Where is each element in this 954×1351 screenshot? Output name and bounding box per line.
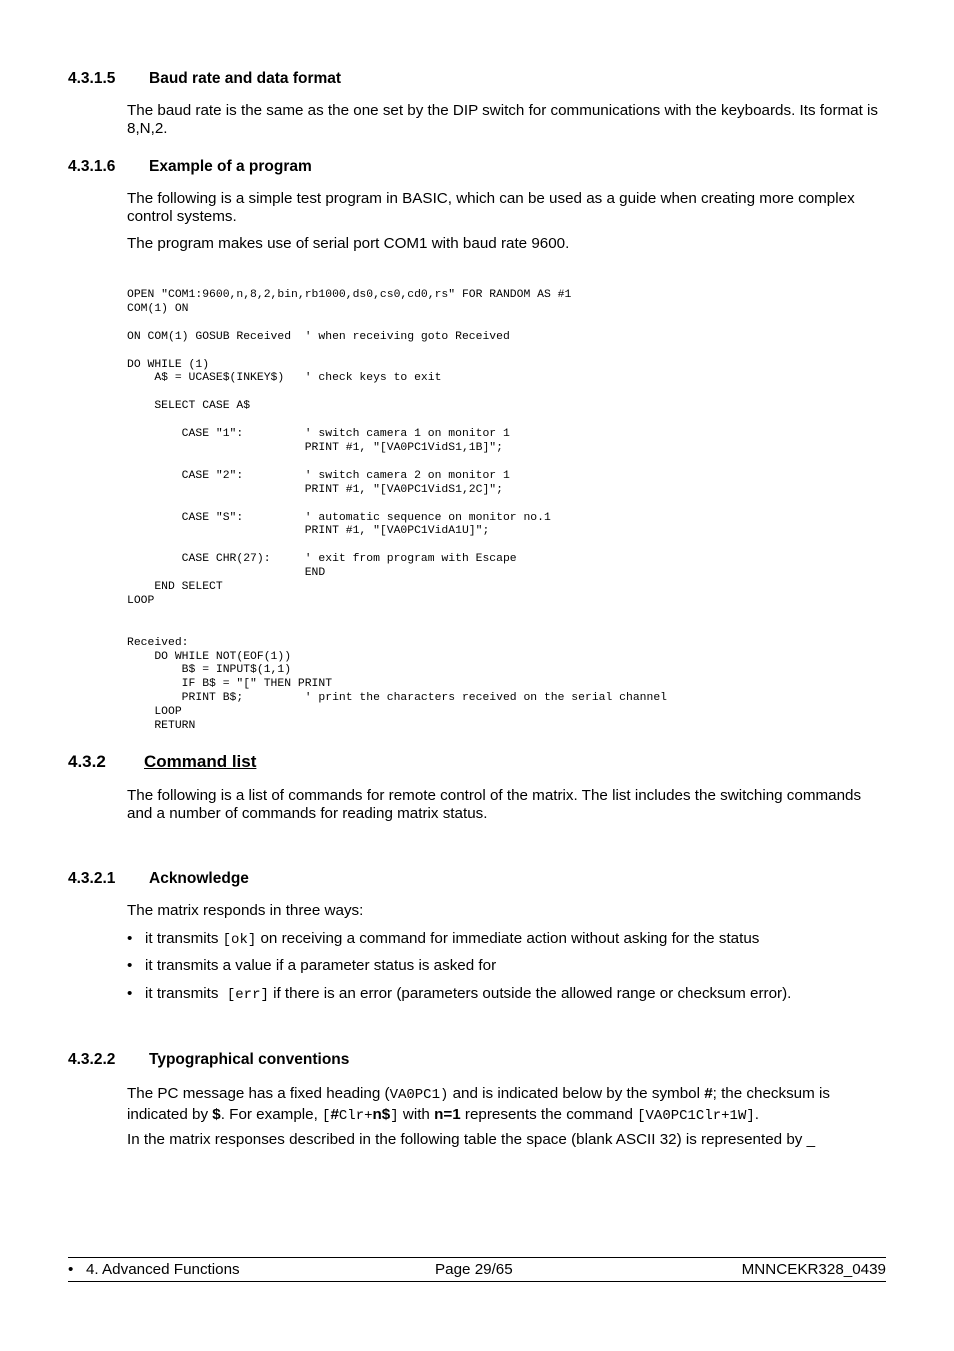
- code-run: ]: [390, 1108, 399, 1124]
- footer-top-rule: [68, 1257, 886, 1258]
- footer-chapter: • 4. Advanced Functions: [68, 1261, 240, 1278]
- code-run: Clr+: [338, 1108, 373, 1124]
- text-run: and is indicated below by the symbol: [448, 1085, 705, 1102]
- basic-code-listing: OPEN "COM1:9600,n,8,2,bin,rb1000,ds0,cs0,cd0,rs" FOR RANDOM AS #1 COM(1) ON ON COM(1) GOSUB Received ' when receiving goto Received DO WHILE (1) A$ = UCASE$(INKEY$) ' check keys to exit SELECT CASE A$ CASE "1": ' switch camera 1 on monitor 1 PRINT #1, "[VA0PC1VidS1,1B]"; CASE "2": ' switch camera 2 on monitor 1 PRINT #1, "[VA0PC1VidS1,2C]"; CASE "S": ' automatic sequence on monitor no.1 PRINT #1, "[VA0PC1VidA1U]"; CASE CHR(27): ' exit from program with Escape END END SELECT LOOP Received: DO WHILE NOT(EOF(1)) B$ = INPUT$(1,1) IF B$ = "[" THEN PRINT PRINT B$; ' print the characters received on the serial channel LOOP RETURN: [127, 289, 668, 733]
- text-run: with: [398, 1106, 435, 1123]
- bullet-dot: •: [127, 985, 133, 1002]
- list-item: [127, 930, 759, 949]
- text-run: . For example,: [220, 1106, 323, 1123]
- text-run: The PC message has a fixed heading (: [127, 1085, 390, 1102]
- code-run: [: [322, 1108, 331, 1124]
- code-run: VA0PC1): [389, 1087, 449, 1103]
- heading-number: 4.3.2: [68, 752, 106, 771]
- bold-run: $: [212, 1106, 221, 1123]
- footer-page-number: Page 29/65: [435, 1261, 513, 1278]
- conventions-space-paragraph: In the matrix responses described in the following table the space (blank ASCII 32) is represented by _: [127, 1131, 816, 1148]
- heading-command-list: [68, 752, 256, 772]
- bullet-text: it transmits: [145, 930, 223, 947]
- heading-example-program: [68, 158, 312, 176]
- list-item: [127, 957, 496, 975]
- heading-title: Example of a program: [149, 158, 312, 175]
- bullet-text: it transmits: [145, 985, 227, 1002]
- list-item: [127, 985, 791, 1004]
- bold-run: n$: [372, 1106, 391, 1123]
- example-intro-paragraph: The following is a simple test program in BASIC, which can be used as a guide when creating more complex control systems.: [127, 190, 855, 225]
- heading-title: Typographical conventions: [149, 1051, 350, 1068]
- bold-run: n=1: [434, 1106, 461, 1123]
- heading-baud-rate: [68, 70, 341, 88]
- heading-number: 4.3.2.2: [68, 1051, 116, 1068]
- text-run: .: [754, 1106, 759, 1123]
- footer-doc-code: MNNCEKR328_0439: [741, 1261, 886, 1278]
- bullet-text-after: on receiving a command for immediate action without asking for the status: [256, 930, 760, 947]
- conventions-paragraph: [127, 1084, 887, 1126]
- text-run: ; the checksum is indicated by: [127, 1085, 830, 1123]
- command-list-paragraph: The following is a list of commands for remote control of the matrix. The list includes the switching commands and a number of commands for reading matrix status.: [127, 787, 862, 822]
- example-port-paragraph: The program makes use of serial port COM1 with baud rate 9600.: [127, 235, 570, 252]
- heading-title: Baud rate and data format: [149, 70, 342, 87]
- bullet-dot: •: [127, 930, 133, 947]
- acknowledge-intro: The matrix responds in three ways:: [127, 902, 364, 919]
- heading-typographical-conventions: [68, 1051, 349, 1069]
- code-run: [VA0PC1Clr+1W]: [637, 1108, 755, 1124]
- bullet-dot: •: [127, 957, 133, 974]
- bullet-code: [err]: [226, 987, 269, 1003]
- heading-number: 4.3.1.6: [68, 158, 116, 175]
- bullet-text: it transmits a value if a parameter status is asked for: [145, 957, 497, 974]
- bold-run: #: [330, 1106, 339, 1123]
- baud-rate-paragraph: The baud rate is the same as the one set by the DIP switch for communications with the keyboards. Its format is 8,N,2.: [127, 102, 879, 137]
- text-run: represents the command: [460, 1106, 638, 1123]
- heading-title: Acknowledge: [149, 870, 249, 887]
- footer-bottom-rule: [68, 1281, 886, 1282]
- bullet-text-after: if there is an error (parameters outside the allowed range or checksum error).: [268, 985, 792, 1002]
- bold-run: #: [704, 1085, 713, 1102]
- heading-number: 4.3.2.1: [68, 870, 116, 887]
- heading-number: 4.3.1.5: [68, 70, 116, 87]
- bullet-code: [ok]: [222, 932, 257, 948]
- heading-title: Command list: [144, 752, 257, 771]
- heading-acknowledge: [68, 870, 249, 888]
